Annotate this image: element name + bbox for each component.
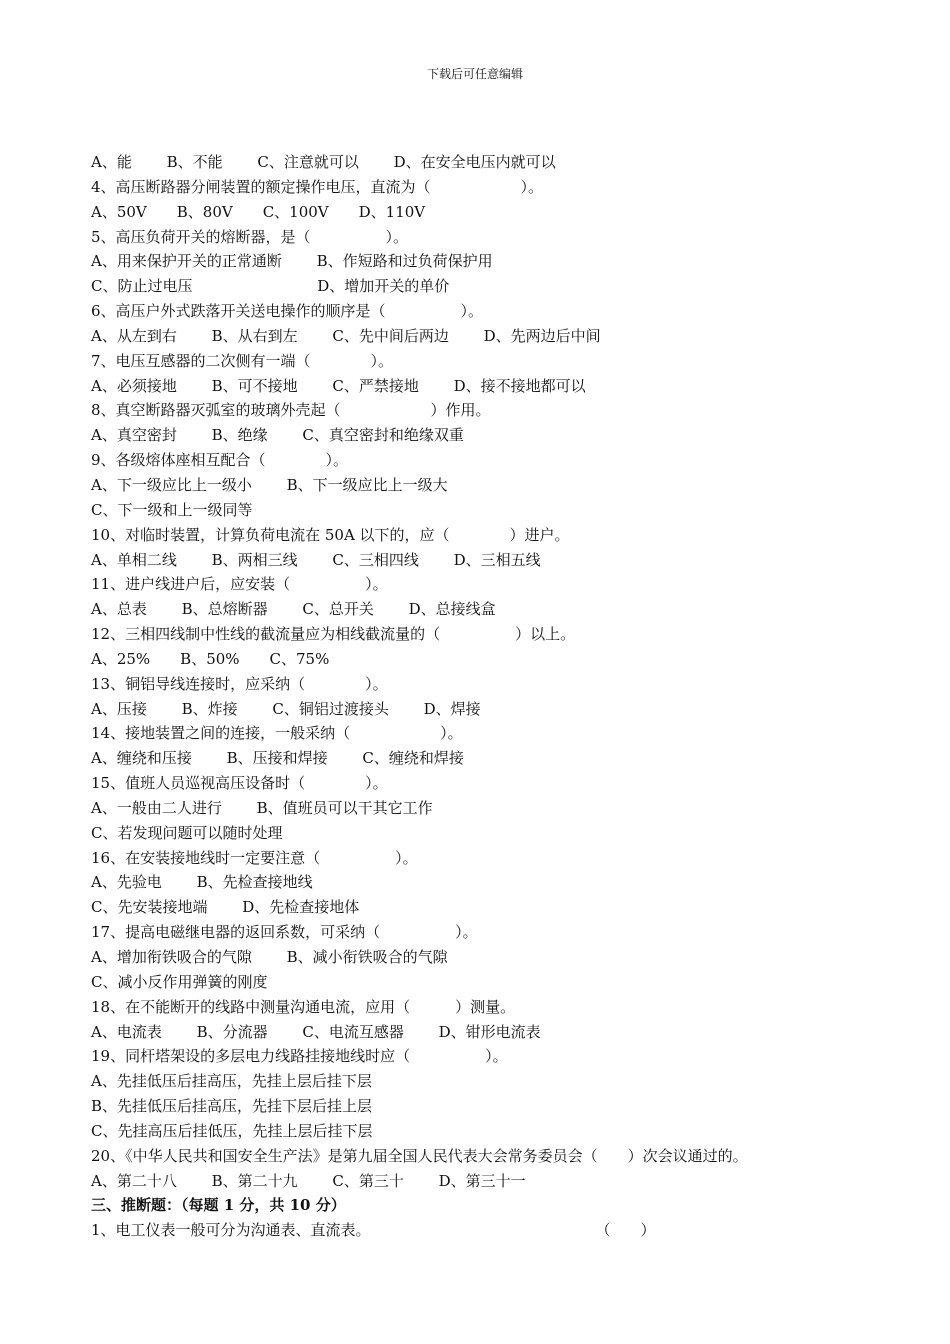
option-line: C、减小反作用弹簧的刚度	[91, 972, 268, 991]
question-line: 12、三相四线制中性线的截流量应为相线截流量的（ ）以上。	[91, 625, 576, 644]
question-line: 16、在安装接地线时一定要注意（ ）。	[91, 848, 418, 867]
option-line: A、能 B、不能 C、注意就可以 D、在安全电压内就可以	[91, 153, 556, 171]
option-line: C、先安装接地端 D、先检查接地体	[91, 898, 360, 917]
option-line: A、第二十八 B、第二十九 C、第三十 D、第三十一	[91, 1171, 526, 1190]
section-heading: 三、推断题：（每题 1 分，共 10 分）	[91, 1196, 346, 1215]
question-line: 1、电工仪表一般可分为沟通表、直流表。 （ ）	[91, 1221, 656, 1240]
option-line: A、先验电 B、先检查接地线	[91, 873, 313, 892]
question-line: 13、铜铝导线连接时，应采纳（ ）。	[91, 674, 388, 693]
question-line: 14、接地装置之间的连接，一般采纳（ ）。	[91, 724, 463, 743]
option-line: A、总表 B、总熔断器 C、总开关 D、总接线盒	[91, 600, 496, 619]
option-line: C、先挂高压后挂低压，先挂上层后挂下层	[91, 1121, 373, 1140]
question-line: 9、各级熔体座相互配合（ ）。	[91, 451, 349, 470]
question-line: 5、高压负荷开关的熔断器，是（ ）。	[91, 227, 409, 246]
option-line: A、从左到右 B、从右到左 C、先中间后两边 D、先两边后中间	[91, 326, 601, 345]
question-line: 4、高压断路器分闸装置的额定操作电压，直流为（ ）。	[91, 177, 544, 196]
question-line: 11、进户线进户后，应安装（ ）。	[91, 575, 388, 594]
option-line: C、下一级和上一级同等	[91, 500, 253, 519]
option-line: A、真空密封 B、绝缘 C、真空密封和绝缘双重	[91, 426, 464, 445]
option-line: A、先挂低压后挂高压，先挂上层后挂下层	[91, 1072, 372, 1091]
document-body	[91, 150, 881, 1243]
question-line: 15、值班人员巡视高压设备时（ ）。	[91, 774, 388, 793]
option-line: C、防止过电压 D、增加开关的单价	[91, 277, 450, 296]
question-line: 17、提高电磁继电器的返回系数，可采纳（ ）。	[91, 923, 478, 942]
option-line: A、缠绕和压接 B、压接和焊接 C、缠绕和焊接	[91, 749, 464, 768]
option-line: A、必须接地 B、可不接地 C、严禁接地 D、接不接地都可以	[91, 376, 586, 395]
option-line: A、电流表 B、分流器 C、电流互感器 D、钳形电流表	[91, 1022, 541, 1041]
question-line: 6、高压户外式跌落开关送电操作的顺序是（ ）。	[91, 302, 484, 321]
option-line: A、单相二线 B、两相三线 C、三相四线 D、三相五线	[91, 550, 541, 569]
option-line: B、先挂低压后挂高压，先挂下层后挂上层	[91, 1097, 373, 1116]
question-line: 18、在不能断开的线路中测量沟通电流，应用（ ）测量。	[91, 997, 516, 1016]
question-line: 8、真空断路器灭弧室的玻璃外壳起（ ）作用。	[91, 401, 491, 420]
option-line: A、增加衔铁吸合的气隙 B、减小衔铁吸合的气隙	[91, 948, 448, 966]
question-line: 19、同杆塔架设的多层电力线路挂接地线时应（ ）。	[91, 1047, 508, 1066]
option-line: A、下一级应比上一级小 B、下一级应比上一级大	[91, 475, 448, 494]
question-line: 20、《中华人民共和国安全生产法》是第九届全国人民代表大会常务委员会（ ）次会议通过的。	[91, 1146, 748, 1165]
option-line: A、50V B、80V C、100V D、110V	[91, 202, 426, 221]
option-line: A、一般由二人进行 B、值班员可以干其它工作	[91, 798, 433, 817]
option-line: A、用来保护开关的正常通断 B、作短路和过负荷保护用	[91, 252, 493, 271]
option-line: C、若发现问题可以随时处理	[91, 823, 283, 842]
question-line: 10、对临时装置，计算负荷电流在 50A 以下的，应（ ）进户。	[91, 525, 570, 544]
page-header-note: 下载后可任意编辑	[426, 67, 523, 81]
option-line: A、压接 B、炸接 C、铜铝过渡接头 D、焊接	[91, 699, 481, 718]
option-line: A、25% B、50% C、75%	[91, 649, 330, 668]
question-line: 7、电压互感器的二次侧有一端（ ）。	[91, 351, 394, 370]
